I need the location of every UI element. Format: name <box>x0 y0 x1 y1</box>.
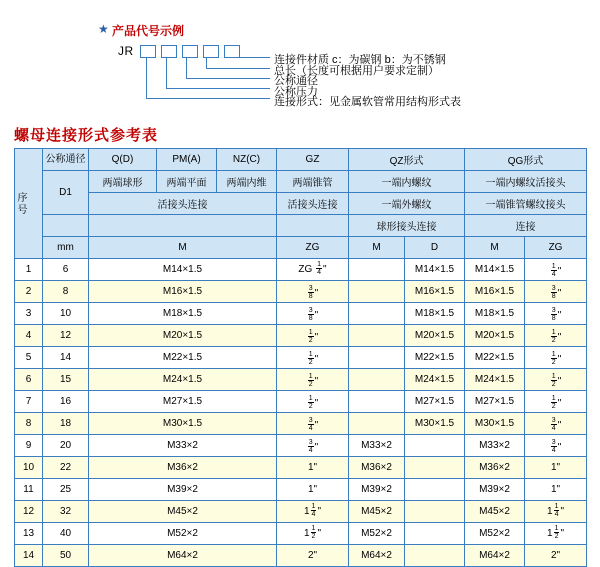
cell-qg-m: M45×2 <box>465 501 525 523</box>
cell-qz-m: M39×2 <box>349 479 405 501</box>
cell-qg-zg: 1 $\frac{1}{2}$ " <box>525 523 587 545</box>
cell-no: 6 <box>15 369 43 391</box>
header-form-qz: 一端内螺纹 <box>349 171 465 193</box>
cell-qz-m: M52×2 <box>349 523 405 545</box>
cell-q-m: M16×1.5 <box>89 281 277 303</box>
cell-no: 1 <box>15 259 43 281</box>
leader-v-2 <box>206 57 207 68</box>
header-join-gz: 活接头连接 <box>277 193 349 215</box>
cell-qz-d <box>405 457 465 479</box>
header-row-connection <box>15 215 587 237</box>
leader-h-1 <box>226 57 270 58</box>
cell-qz-d: M20×1.5 <box>405 325 465 347</box>
cell-no: 10 <box>15 457 43 479</box>
cell-q-m: M45×2 <box>89 501 277 523</box>
cell-no: 5 <box>15 347 43 369</box>
cell-dn: 50 <box>43 545 89 567</box>
cell-qg-m: M39×2 <box>465 479 525 501</box>
cell-dn: 40 <box>43 523 89 545</box>
table-row <box>15 479 587 501</box>
header-sub-qg-m: M <box>465 237 525 259</box>
legend-item-material: 连接件材质 c：为碳钢 b：为不锈钢 <box>274 54 446 66</box>
product-code-legend <box>0 0 600 118</box>
cell-dn: 14 <box>43 347 89 369</box>
cell-no: 13 <box>15 523 43 545</box>
legend-title: 产品代号示例 <box>112 24 185 38</box>
cell-qg-m: M14×1.5 <box>465 259 525 281</box>
leader-v-5 <box>146 57 147 98</box>
table-row <box>15 391 587 413</box>
cell-qz-d <box>405 501 465 523</box>
leader-h-5 <box>146 98 270 99</box>
header-sub-qz-m: M <box>349 237 405 259</box>
cell-q-m: M64×2 <box>89 545 277 567</box>
cell-qg-m: M24×1.5 <box>465 369 525 391</box>
cell-qz-m: M33×2 <box>349 435 405 457</box>
cell-qz-m <box>349 259 405 281</box>
table-row <box>15 545 587 567</box>
cell-qg-zg: $\frac{3}{8}$ " <box>525 303 587 325</box>
cell-qg-m: M27×1.5 <box>465 391 525 413</box>
cell-qg-zg: 1" <box>525 457 587 479</box>
cell-qz-m <box>349 369 405 391</box>
header-dn-d1: D1 <box>43 171 89 215</box>
cell-qg-m: M64×2 <box>465 545 525 567</box>
cell-q-m: M18×1.5 <box>89 303 277 325</box>
cell-qg-zg: $\frac{3}{8}$ " <box>525 281 587 303</box>
cell-qg-zg: $\frac{1}{2}$ " <box>525 391 587 413</box>
cell-qz-d: M18×1.5 <box>405 303 465 325</box>
header-group-gz: GZ <box>277 149 349 171</box>
table-row <box>15 457 587 479</box>
legend-item-pressure: 公称压力 <box>274 86 318 98</box>
cell-qg-m: M52×2 <box>465 523 525 545</box>
cell-qz-m: M45×2 <box>349 501 405 523</box>
table-row <box>15 501 587 523</box>
legend-item-dn: 公称通径 <box>274 75 318 87</box>
cell-qg-zg: $\frac{3}{4}$ " <box>525 435 587 457</box>
cell-qg-zg: $\frac{1}{2}$ " <box>525 347 587 369</box>
cell-no: 12 <box>15 501 43 523</box>
cell-qz-d: M30×1.5 <box>405 413 465 435</box>
cell-q-m: M20×1.5 <box>89 325 277 347</box>
header-join-qg: 连接 <box>465 215 587 237</box>
cell-gz: 1" <box>277 479 349 501</box>
table-row <box>15 281 587 303</box>
header-form2-qg: 一端锥管螺纹接头 <box>465 193 587 215</box>
cell-qg-m: M18×1.5 <box>465 303 525 325</box>
header-form-qg: 一端内螺纹活接头 <box>465 171 587 193</box>
header-dn-unit: mm <box>43 237 89 259</box>
header-dn-unit-spacer <box>43 215 89 237</box>
leader-h-3 <box>186 78 270 79</box>
cell-gz: 2" <box>277 545 349 567</box>
table-row <box>15 369 587 391</box>
header-form-q: 两端球形 <box>89 171 157 193</box>
cell-q-m: M30×1.5 <box>89 413 277 435</box>
cell-q-m: M36×2 <box>89 457 277 479</box>
star-icon: ★ <box>98 22 109 36</box>
code-boxes <box>140 45 240 58</box>
cell-no: 9 <box>15 435 43 457</box>
code-prefix: JR <box>118 44 134 58</box>
cell-qg-m: M16×1.5 <box>465 281 525 303</box>
cell-no: 4 <box>15 325 43 347</box>
cell-qz-m <box>349 347 405 369</box>
cell-gz: 1 $\frac{1}{2}$ " <box>277 523 349 545</box>
code-box-3 <box>182 45 198 58</box>
cell-dn: 22 <box>43 457 89 479</box>
cell-dn: 25 <box>43 479 89 501</box>
leader-h-4 <box>166 88 270 89</box>
header-group-qg: QG形式 <box>465 149 587 171</box>
cell-qg-m: M30×1.5 <box>465 413 525 435</box>
table-row <box>15 259 587 281</box>
header-sub-qz-d: D <box>405 237 465 259</box>
cell-qz-m <box>349 281 405 303</box>
table-row <box>15 523 587 545</box>
cell-qz-d: M22×1.5 <box>405 347 465 369</box>
cell-qz-d <box>405 479 465 501</box>
cell-q-m: M33×2 <box>89 435 277 457</box>
cell-qg-zg: 1" <box>525 479 587 501</box>
cell-dn: 8 <box>43 281 89 303</box>
cell-no: 3 <box>15 303 43 325</box>
header-row-sub <box>15 237 587 259</box>
cell-gz: $\frac{1}{2}$ " <box>277 347 349 369</box>
cell-dn: 10 <box>43 303 89 325</box>
cell-gz: $\frac{1}{2}$ " <box>277 325 349 347</box>
cell-dn: 15 <box>43 369 89 391</box>
table-row <box>15 435 587 457</box>
cell-qz-m <box>349 303 405 325</box>
header-group-nz: NZ(C) <box>217 149 277 171</box>
cell-gz: ZG $\frac{1}{4}$ " <box>277 259 349 281</box>
cell-gz: 1" <box>277 457 349 479</box>
cell-qg-zg: 2" <box>525 545 587 567</box>
header-group-qz: QZ形式 <box>349 149 465 171</box>
cell-qz-m <box>349 391 405 413</box>
cell-gz: 1 $\frac{1}{4}$ " <box>277 501 349 523</box>
code-box-2 <box>161 45 177 58</box>
cell-qz-d <box>405 545 465 567</box>
cell-dn: 20 <box>43 435 89 457</box>
cell-dn: 6 <box>43 259 89 281</box>
cell-qz-d: M16×1.5 <box>405 281 465 303</box>
header-form-gz: 两端锥管 <box>277 171 349 193</box>
cell-qz-m <box>349 413 405 435</box>
header-group-q: Q(D) <box>89 149 157 171</box>
cell-qg-m: M20×1.5 <box>465 325 525 347</box>
cell-qz-d: M24×1.5 <box>405 369 465 391</box>
cell-qz-d <box>405 435 465 457</box>
cell-dn: 12 <box>43 325 89 347</box>
cell-qz-d: M27×1.5 <box>405 391 465 413</box>
table-row <box>15 413 587 435</box>
cell-q-m: M27×1.5 <box>89 391 277 413</box>
header-form-nz: 两端内维 <box>217 171 277 193</box>
cell-dn: 16 <box>43 391 89 413</box>
header-dn-label: 公称通径 <box>43 149 89 171</box>
header-seq-label: 序号 <box>15 191 26 216</box>
table-row <box>15 347 587 369</box>
header-join-q: 活接头连接 <box>89 193 277 215</box>
code-box-1 <box>140 45 156 58</box>
leader-h-2 <box>206 68 270 69</box>
header-form2-qz: 一端外螺纹 <box>349 193 465 215</box>
header-sub-m: M <box>89 237 277 259</box>
table-body <box>15 259 587 567</box>
cell-q-m: M24×1.5 <box>89 369 277 391</box>
cell-gz: $\frac{3}{4}$ " <box>277 413 349 435</box>
header-sub-zg: ZG <box>277 237 349 259</box>
cell-gz: $\frac{3}{4}$ " <box>277 435 349 457</box>
nut-connection-table <box>14 148 587 567</box>
cell-qg-zg: $\frac{1}{4}$ " <box>525 259 587 281</box>
cell-qg-zg: $\frac{3}{4}$ " <box>525 413 587 435</box>
cell-gz: $\frac{1}{2}$ " <box>277 391 349 413</box>
header-row-codes <box>15 149 587 171</box>
cell-no: 2 <box>15 281 43 303</box>
cell-no: 8 <box>15 413 43 435</box>
header-row-join <box>15 193 587 215</box>
cell-qg-zg: $\frac{1}{2}$ " <box>525 369 587 391</box>
cell-qg-zg: $\frac{1}{2}$ " <box>525 325 587 347</box>
cell-q-m: M14×1.5 <box>89 259 277 281</box>
header-blank-q <box>89 215 277 237</box>
legend-item-connection: 连接形式：见金属软管常用结构形式表 <box>274 96 461 108</box>
table-row <box>15 303 587 325</box>
page-title: 螺母连接形式参考表 <box>14 127 159 144</box>
header-join-qz: 球形接头连接 <box>349 215 465 237</box>
header-form-pm: 两端平面 <box>157 171 217 193</box>
table-row <box>15 325 587 347</box>
header-blank-gz <box>277 215 349 237</box>
cell-gz: $\frac{1}{2}$ " <box>277 369 349 391</box>
cell-no: 14 <box>15 545 43 567</box>
cell-gz: $\frac{3}{8}$ " <box>277 281 349 303</box>
header-seq <box>15 149 43 259</box>
header-group-pm: PM(A) <box>157 149 217 171</box>
cell-gz: $\frac{3}{8}$ " <box>277 303 349 325</box>
cell-no: 7 <box>15 391 43 413</box>
legend-item-length: 总长（长度可根据用户要求定制） <box>274 65 439 77</box>
cell-q-m: M22×1.5 <box>89 347 277 369</box>
cell-qz-d <box>405 523 465 545</box>
cell-qz-m: M36×2 <box>349 457 405 479</box>
cell-qz-d: M14×1.5 <box>405 259 465 281</box>
cell-qg-zg: 1 $\frac{1}{4}$ " <box>525 501 587 523</box>
cell-dn: 18 <box>43 413 89 435</box>
cell-qg-m: M33×2 <box>465 435 525 457</box>
cell-dn: 32 <box>43 501 89 523</box>
cell-q-m: M39×2 <box>89 479 277 501</box>
header-row-forms <box>15 171 587 193</box>
cell-qz-m: M64×2 <box>349 545 405 567</box>
cell-qg-m: M36×2 <box>465 457 525 479</box>
leader-v-4 <box>166 57 167 88</box>
cell-q-m: M52×2 <box>89 523 277 545</box>
header-sub-qg-zg: ZG <box>525 237 587 259</box>
cell-no: 11 <box>15 479 43 501</box>
cell-qz-m <box>349 325 405 347</box>
leader-v-3 <box>186 57 187 78</box>
cell-qg-m: M22×1.5 <box>465 347 525 369</box>
